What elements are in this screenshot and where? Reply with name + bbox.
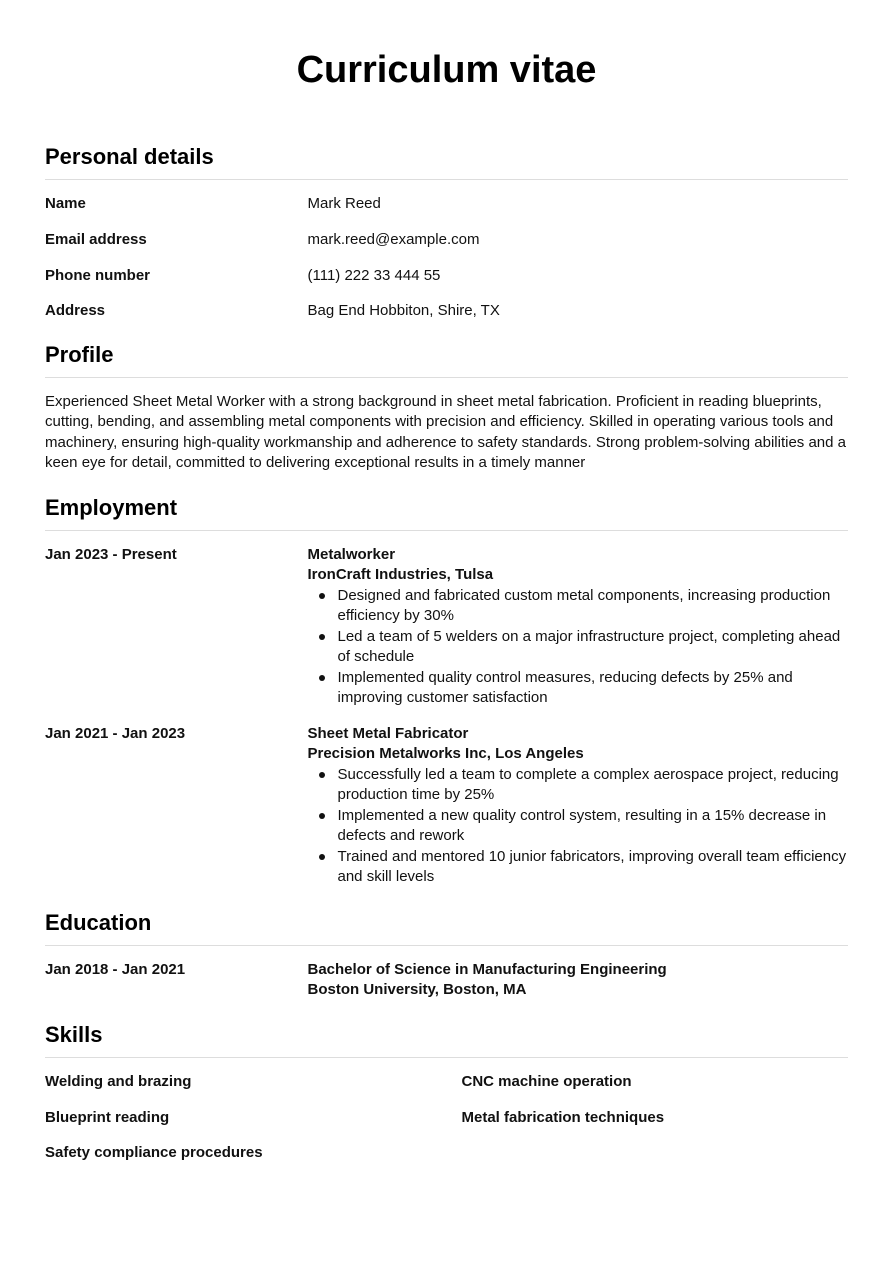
education-dates: Jan 2018 - Jan 2021 [45, 960, 186, 978]
email-value: mark.reed@example.com [307, 230, 480, 248]
skill-item: Blueprint reading [45, 1108, 170, 1126]
education-section [45, 909, 848, 1001]
achievement-text: Designed and fabricated custom metal components, increasing production efficiency by 30% [337, 586, 831, 625]
achievement-text: Implemented quality control measures, reducing defects by 25% and improving customer satisfaction [337, 668, 793, 707]
employment-dates: Jan 2023 - Present [45, 545, 177, 563]
detail-row-email [45, 230, 848, 251]
skill-item: Welding and brazing [45, 1072, 192, 1090]
job-title: Sheet Metal Fabricator [307, 724, 469, 742]
employment-list [45, 545, 848, 888]
employment-details [308, 545, 849, 709]
detail-row-name [45, 194, 848, 215]
skills-section [45, 1021, 848, 1164]
job-title: Metalworker [307, 545, 396, 563]
achievements-list [308, 765, 849, 888]
document-title: Curriculum vitae [296, 49, 597, 91]
employment-dates: Jan 2021 - Jan 2023 [45, 724, 186, 742]
detail-row-phone [45, 266, 848, 287]
profile-text: Experienced Sheet Metal Worker with a strong background in sheet metal fabrication. Proficient in reading blueprints, cutting, bending, and assembling metal components with precision and efficiency. Skilled in operating various tools and machinery, ensuring high-quality workmanship and adherence to safety standards. Strong problem-solving abilities and a keen eye for detail, committed to delivering exceptional results in a timely manner [45, 392, 846, 472]
education-details [308, 960, 849, 1001]
bullet-icon [319, 675, 325, 681]
bullet-icon [319, 772, 325, 778]
bullet-icon [319, 593, 325, 599]
profile-section [45, 341, 848, 474]
education-heading: Education [45, 909, 848, 946]
employer-name: IronCraft Industries, Tulsa [307, 566, 494, 584]
name-value: Mark Reed [307, 195, 381, 212]
achievement-item [308, 586, 849, 627]
education-list [45, 960, 848, 1001]
school-name: Boston University, Boston, MA [307, 981, 527, 999]
achievements-list [308, 586, 849, 709]
degree-name: Bachelor of Science in Manufacturing Engineering [307, 960, 667, 978]
achievement-item [308, 668, 849, 709]
employer-name: Precision Metalworks Inc, Los Angeles [307, 745, 584, 763]
skill-item: Metal fabrication techniques [461, 1108, 665, 1126]
employment-entry [45, 724, 848, 888]
achievement-text: Trained and mentored 10 junior fabricators, improving overall team efficiency and skill levels [337, 847, 847, 886]
bullet-icon [319, 854, 325, 860]
employment-entry [45, 545, 848, 709]
email-label: Email address [45, 230, 147, 248]
profile-heading: Profile [45, 341, 848, 378]
personal-details-section [45, 143, 848, 322]
skills-heading: Skills [45, 1021, 848, 1058]
achievement-text: Successfully led a team to complete a complex aerospace project, reducing production time by 25% [337, 765, 839, 804]
achievement-item [308, 847, 849, 888]
employment-section [45, 494, 848, 888]
address-value: Bag End Hobbiton, Shire, TX [307, 302, 500, 320]
achievement-text: Implemented a new quality control system, resulting in a 15% decrease in defects and rework [337, 806, 827, 845]
detail-row-address [45, 301, 848, 322]
personal-details-heading: Personal details [45, 143, 848, 180]
phone-label: Phone number [45, 266, 151, 284]
skill-item: Safety compliance procedures [45, 1144, 263, 1162]
achievement-item [308, 627, 849, 668]
name-label: Name [45, 195, 86, 212]
address-label: Address [45, 302, 106, 320]
bullet-icon [319, 634, 325, 640]
achievement-item [308, 806, 849, 847]
bullet-icon [319, 813, 325, 819]
phone-value: (111) 222 33 444 55 [307, 266, 441, 284]
employment-heading: Employment [45, 494, 848, 531]
education-entry [45, 960, 848, 1001]
skill-item: CNC machine operation [461, 1072, 632, 1090]
employment-details [308, 724, 849, 888]
achievement-text: Led a team of 5 welders on a major infrastructure project, completing ahead of schedule [337, 627, 841, 666]
personal-details-table [45, 194, 848, 322]
skills-grid [45, 1072, 848, 1164]
achievement-item [308, 765, 849, 806]
